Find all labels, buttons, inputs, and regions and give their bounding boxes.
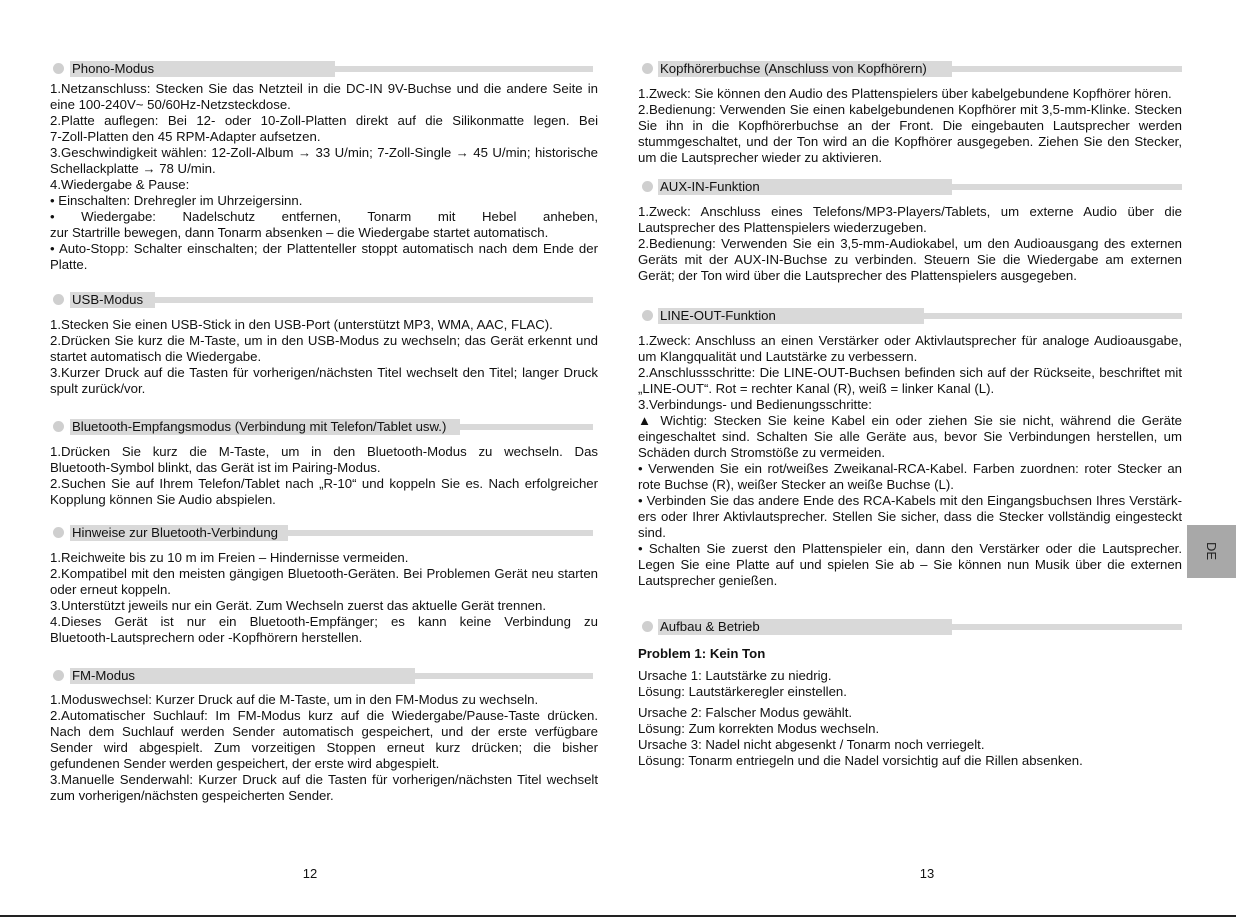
section-kopfhoererbuchse [638, 61, 1182, 165]
bullet-circle-icon [53, 527, 64, 538]
cause-text: Ursache 2: Falscher Modus gewählt. [638, 705, 853, 720]
paragraph [50, 193, 598, 209]
bullet-circle-icon [642, 310, 653, 321]
paragraph [50, 614, 598, 646]
header-rule [952, 66, 1182, 72]
section-body [638, 333, 1182, 589]
bullet-circle-icon [642, 181, 653, 192]
problem-title: Problem 1: Kein Ton [638, 646, 766, 661]
paragraph [50, 241, 598, 273]
text-line: 3.Unterstützt jeweils nur ein Gerät. Zum Wechseln zuerst das aktuelle Gerät trennen. [50, 598, 546, 613]
text-line: Schellackplatte → 78 U/min. [50, 161, 216, 176]
paragraph [50, 598, 598, 614]
text-line: sind. [638, 525, 666, 540]
paragraph [638, 102, 1182, 166]
text-line: 7-Zoll-Platten den 45 RPM-Adapter aufsetzen. [50, 129, 321, 144]
text-line: um Klangqualität und Lautstärke zu verbessern. [638, 349, 918, 364]
bullet-circle-icon [53, 294, 64, 305]
text-line: eingeschaltet sind. Schalten Sie alle Geräte aus, bevor Sie Verbindungen herstellen, um [638, 429, 1182, 444]
bullet-circle-icon [53, 670, 64, 681]
solution-text: Lösung: Zum korrekten Modus wechseln. [638, 721, 880, 736]
text-line: spult zurück/vor. [50, 381, 146, 396]
section-title: Kopfhörerbuchse (Anschluss von Kopfhörern) [658, 61, 952, 77]
text-line: 2.Drücken Sie kurz die M-Taste, um in den USB-Modus zu wechseln; das Gerät erkennt und [50, 333, 598, 348]
paragraph [638, 493, 1182, 541]
text-line: „LINE-OUT“. Rot = rechter Kanal (R), weiß = linker Kanal (L). [638, 381, 995, 396]
paragraph [50, 333, 598, 365]
section-body [638, 204, 1182, 284]
text-line: zum vorherigen/nächsten gespeicherten Sender. [50, 788, 334, 803]
section-title: AUX-IN-Funktion [658, 179, 952, 195]
section-header [50, 61, 598, 77]
text-line: Geräts mit der AUX-IN-Buchse zu verbinden. Steuern Sie die Wiedergabe am externen [638, 252, 1182, 267]
text-line: oder erneut koppeln. [50, 582, 171, 597]
text-line: startet automatisch die Wiedergabe. [50, 349, 262, 364]
cause-block [638, 705, 1182, 737]
text-line: Kopplung können Sie Audio abspielen. [50, 492, 276, 507]
text-line: 4.Wiedergabe & Pause: [50, 177, 190, 192]
page-number-left: 12 [302, 866, 318, 881]
section-aux-in-funktion [638, 179, 1182, 283]
section-body [50, 444, 598, 508]
text-line: gefundenen Sender werden gespeichert, der erste wird abgespielt. [50, 756, 440, 771]
section-bluetooth-hinweise [50, 525, 598, 645]
section-title: Aufbau & Betrieb [658, 619, 952, 635]
paragraph [50, 550, 598, 566]
text-line: • Verbinden Sie das andere Ende des RCA-Kabels mit den Eingangsbuchsen Ihres Verstärk- [638, 493, 1182, 508]
text-line: Legen Sie eine Platte auf und spielen Sie ab – Sie können nun Musik über die externen [638, 557, 1182, 572]
text-line: ▲ Wichtig: Stecken Sie keine Kabel ein oder ziehen Sie sie nicht, während die Geräte [638, 413, 1182, 428]
paragraph [50, 113, 598, 145]
text-line: 3.Kurzer Druck auf die Tasten für vorherigen/nächsten Titel wechselt den Titel; langer Druck [50, 365, 598, 380]
text-line: Schäden durch Stromstöße zu vermeiden. [638, 445, 886, 460]
paragraph [50, 209, 598, 241]
text-line: 2.Automatischer Suchlauf: Im FM-Modus kurz auf die Wiedergabe/Pause-Taste drücken. [50, 708, 598, 723]
solution-text: Lösung: Tonarm entriegeln und die Nadel vorsichtig auf die Rillen absenken. [638, 753, 1083, 768]
section-body [50, 550, 598, 646]
section-title: Phono-Modus [70, 61, 335, 77]
text-line: • Auto-Stopp: Schalter einschalten; der Plattenteller stoppt automatisch nach dem Ende der [50, 241, 598, 256]
text-line: Sie ihn in die Kopfhörerbuchse an der Front. Die eingebauten Lautsprecher werden [638, 118, 1182, 133]
section-header [50, 668, 598, 684]
header-rule [288, 530, 593, 536]
paragraph [50, 476, 598, 508]
paragraph [50, 566, 598, 598]
section-phono-modus [50, 61, 598, 272]
section-title: FM-Modus [70, 668, 415, 684]
text-line: stummgeschaltet, und der Ton wird an die Kopfhörer ausgegeben. Ziehen Sie den Stecker, [638, 134, 1182, 149]
paragraph [50, 81, 598, 113]
paragraph [638, 236, 1182, 284]
section-title: LINE-OUT-Funktion [658, 308, 924, 324]
text-line: 2.Bedienung: Verwenden Sie ein 3,5-mm-Audiokabel, um den Audioausgang des externen [638, 236, 1182, 251]
text-line: 1.Zweck: Anschluss an einen Verstärker oder Aktivlautsprecher für analoge Audioausgabe, [638, 333, 1182, 348]
section-usb-modus [50, 292, 598, 396]
section-bluetooth-empfangsmodus [50, 419, 598, 507]
section-title: USB-Modus [70, 292, 155, 308]
header-rule [952, 624, 1182, 630]
text-line: 2.Kompatibel mit den meisten gängigen Bluetooth-Geräten. Bei Problemen Gerät neu starten [50, 566, 598, 581]
text-line: 1.Stecken Sie einen USB-Stick in den USB-Port (unterstützt MP3, WMA, AAC, FLAC). [50, 317, 553, 332]
bullet-circle-icon [642, 63, 653, 74]
text-line: 1.Netzanschluss: Stecken Sie das Netzteil in die DC-IN 9V-Buchse und die andere Seite in [50, 81, 598, 96]
section-fm-modus [50, 668, 598, 803]
paragraph [638, 204, 1182, 236]
section-header [638, 179, 1182, 195]
text-line: 2.Suchen Sie auf Ihrem Telefon/Tablet nach „R-10“ und koppeln Sie es. Nach erfolgreicher [50, 476, 598, 491]
text-line: 2.Platte auflegen: Bei 12- oder 10-Zoll-Platten direkt auf die Silikonmatte legen. Bei [50, 113, 598, 128]
section-header [50, 525, 598, 541]
paragraph [638, 461, 1182, 493]
paragraph [50, 692, 598, 708]
text-line: • Wiedergabe: Nadelschutz entfernen, Tonarm mit Hebel anheben, [50, 209, 598, 224]
text-line: • Schalten Sie zuerst den Plattenspieler ein, dann den Verstärker oder die Lautsprecher. [638, 541, 1182, 556]
paragraph [50, 177, 598, 193]
paragraph [638, 397, 1182, 413]
header-rule [415, 673, 593, 679]
text-line: • Einschalten: Drehregler im Uhrzeigersinn. [50, 193, 303, 208]
section-body [50, 692, 598, 804]
text-line: Sender wird abgespielt. Zum vorzeitigen Stoppen erneut kurz drücken; die bisher [50, 740, 598, 755]
section-line-out-funktion [638, 308, 1182, 588]
header-rule [924, 313, 1182, 319]
text-line: Lautsprecher des Plattenspielers wiederzugeben. [638, 220, 927, 235]
header-rule [952, 184, 1182, 190]
text-line: 3.Verbindungs- und Bedienungsschritte: [638, 397, 872, 412]
section-aufbau-betrieb [638, 619, 1182, 768]
section-body [638, 86, 1182, 166]
text-line: um die Lautsprecher wieder zu aktivieren. [638, 150, 883, 165]
text-line: 1.Zweck: Sie können den Audio des Plattenspielers über kabelgebundene Kopfhörer hören. [638, 86, 1172, 101]
paragraph [50, 365, 598, 397]
text-line: 4.Dieses Gerät ist nur ein Bluetooth-Empfänger; es kann keine Verbindung zu [50, 614, 598, 629]
text-line: ers oder Ihrer Aktivlautsprecher. Stellen Sie sicher, dass die Stecker vollständig eingesteckt [638, 509, 1182, 524]
paragraph [50, 444, 598, 476]
bullet-circle-icon [53, 63, 64, 74]
bullet-circle-icon [642, 621, 653, 632]
section-body [50, 317, 598, 397]
cause-block [638, 668, 1182, 700]
section-header [638, 308, 1182, 324]
section-body [50, 81, 598, 273]
paragraph [50, 317, 598, 333]
language-tab-label: DE [1204, 542, 1219, 561]
bullet-circle-icon [53, 421, 64, 432]
paragraph [638, 413, 1182, 461]
text-line: 1.Moduswechsel: Kurzer Druck auf die M-Taste, um in den FM-Modus zu wechseln. [50, 692, 539, 707]
header-rule [460, 424, 593, 430]
paragraph [638, 86, 1182, 102]
paragraph [638, 333, 1182, 365]
text-line: Gerät; der Ton wird über die Lautsprecher des Plattenspielers ausgegeben. [638, 268, 1077, 283]
section-title: Bluetooth-Empfangsmodus (Verbindung mit Telefon/Tablet usw.) [70, 419, 460, 435]
cause-text: Ursache 3: Nadel nicht abgesenkt / Tonarm noch verriegelt. [638, 737, 985, 752]
troubleshooting-body [638, 646, 1182, 769]
text-line: zur Startrille bewegen, dann Tonarm absenken – die Wiedergabe startet automatisch. [50, 225, 549, 240]
paragraph [50, 708, 598, 772]
solution-text: Lösung: Lautstärkeregler einstellen. [638, 684, 847, 699]
language-tab [1187, 525, 1236, 578]
text-line: Platte. [50, 257, 88, 272]
text-line: Bluetooth-Symbol blinkt, das Gerät ist im Pairing-Modus. [50, 460, 381, 475]
paragraph [638, 541, 1182, 589]
text-line: 1.Zweck: Anschluss eines Telefons/MP3-Players/Tablets, um externe Audio über die [638, 204, 1182, 219]
section-header [50, 292, 598, 308]
text-line: Nach dem Suchlauf werden Sender automatisch gespeichert, und der erste verfügbare [50, 724, 598, 739]
text-line: 3.Geschwindigkeit wählen: 12-Zoll-Album → 33 U/min; 7-Zoll-Single → 45 U/min; historische [50, 145, 598, 160]
cause-text: Ursache 1: Lautstärke zu niedrig. [638, 668, 832, 683]
text-line: 1.Reichweite bis zu 10 m im Freien – Hindernisse vermeiden. [50, 550, 409, 565]
text-line: 2.Anschlussschritte: Die LINE-OUT-Buchsen befinden sich auf der Rückseite, beschriftet mit [638, 365, 1182, 380]
paragraph [50, 772, 598, 804]
paragraph [50, 145, 598, 177]
text-line: 3.Manuelle Senderwahl: Kurzer Druck auf die Tasten für vorherigen/nächsten Titel wechselt [50, 772, 598, 787]
text-line: Bluetooth-Lautsprechern oder -Kopfhörern herstellen. [50, 630, 363, 645]
text-line: eine 100-240V~ 50/60Hz-Netzsteckdose. [50, 97, 291, 112]
header-rule [335, 66, 593, 72]
page-number-right: 13 [919, 866, 935, 881]
text-line: rote Buchse (R), weißer Stecker an weiße Buchse (L). [638, 477, 954, 492]
page-bottom-rule [0, 915, 1236, 917]
section-header [638, 61, 1182, 77]
section-header [638, 619, 1182, 635]
text-line: Lautsprecher genießen. [638, 573, 778, 588]
text-line: 1.Drücken Sie kurz die M-Taste, um in den Bluetooth-Modus zu wechseln. Das [50, 444, 598, 459]
header-rule [155, 297, 593, 303]
section-header [50, 419, 598, 435]
paragraph [638, 365, 1182, 397]
section-title: Hinweise zur Bluetooth-Verbindung [70, 525, 288, 541]
cause-block [638, 737, 1182, 769]
text-line: 2.Bedienung: Verwenden Sie einen kabelgebundenen Kopfhörer mit 3,5-mm-Klinke. Stecken [638, 102, 1182, 117]
text-line: • Verwenden Sie ein rot/weißes Zweikanal-RCA-Kabel. Farben zuordnen: roter Stecker an [638, 461, 1182, 476]
